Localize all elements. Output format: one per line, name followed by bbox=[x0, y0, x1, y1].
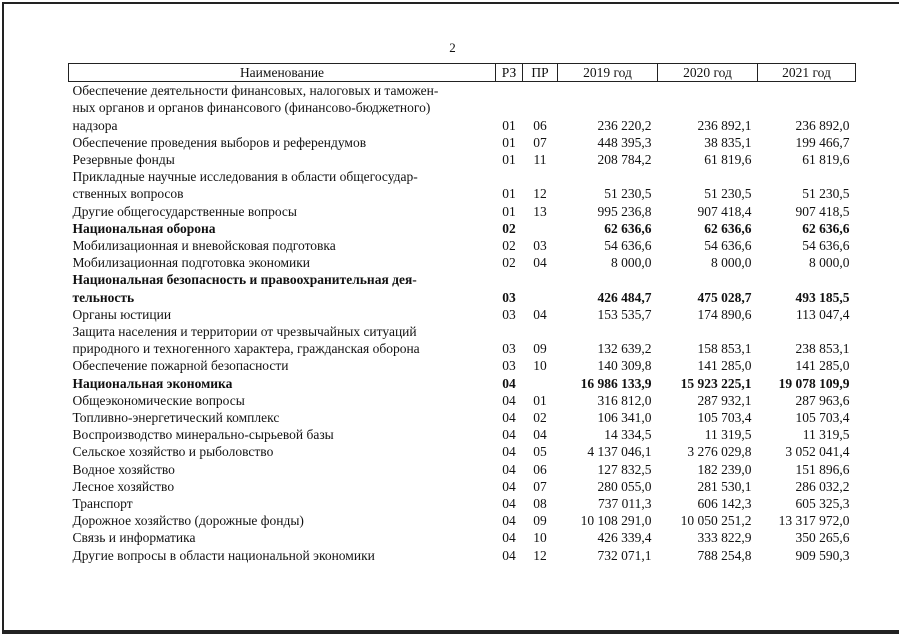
row-name bbox=[69, 512, 496, 529]
row-name-line: Обеспечение пожарной безопасности bbox=[72, 358, 289, 374]
row-name-line: надзора bbox=[72, 117, 118, 133]
row-2019: 208 784,2 bbox=[597, 152, 652, 168]
row-2020: 54 636,6 bbox=[704, 238, 752, 254]
row-pr: 09 bbox=[533, 513, 547, 529]
row-rz: 04 bbox=[502, 444, 516, 460]
table-row bbox=[69, 461, 856, 478]
header-2020: 2020 год bbox=[658, 64, 758, 82]
row-rz: 04 bbox=[502, 530, 516, 546]
table-row bbox=[69, 409, 856, 426]
row-rz: 01 bbox=[502, 152, 516, 168]
row-name-line: природного и техногенного характера, гражданская оборона bbox=[72, 341, 420, 357]
row-name bbox=[69, 203, 496, 220]
row-2019: 16 986 133,9 bbox=[580, 375, 652, 391]
row-2020: 475 028,7 bbox=[697, 289, 752, 305]
row-rz: 04 bbox=[502, 496, 516, 512]
row-name-line: Общеэкономические вопросы bbox=[72, 392, 245, 408]
row-2021: 605 325,3 bbox=[795, 496, 850, 512]
row-pr: 04 bbox=[533, 427, 547, 443]
row-2020: 141 285,0 bbox=[697, 358, 752, 374]
row-2020: 174 890,6 bbox=[697, 306, 752, 322]
row-2021: 907 418,5 bbox=[795, 203, 850, 219]
row-name-line: ственных вопросов bbox=[72, 186, 184, 202]
row-2019: 106 341,0 bbox=[597, 410, 652, 426]
row-2019: 10 108 291,0 bbox=[580, 513, 652, 529]
row-pr: 06 bbox=[533, 117, 547, 133]
row-2019: 236 220,2 bbox=[597, 117, 652, 133]
row-2019: 132 639,2 bbox=[597, 341, 652, 357]
row-name-line: Национальная оборона bbox=[72, 220, 216, 236]
row-2020: 51 230,5 bbox=[704, 186, 752, 202]
row-rz: 01 bbox=[502, 203, 516, 219]
row-rz: 03 bbox=[502, 341, 516, 357]
row-2021: 54 636,6 bbox=[802, 238, 850, 254]
row-name-line: Воспроизводство минерально-сырьевой базы bbox=[72, 427, 334, 443]
row-2020: 333 822,9 bbox=[697, 530, 752, 546]
table-row bbox=[69, 237, 856, 254]
row-2020: 236 892,1 bbox=[697, 117, 752, 133]
row-name bbox=[69, 357, 496, 374]
row-pr bbox=[523, 271, 558, 305]
row-2019: 153 535,7 bbox=[597, 306, 652, 322]
table-row bbox=[69, 357, 856, 374]
table-header-row bbox=[69, 64, 856, 82]
table-row bbox=[69, 151, 856, 168]
row-name bbox=[69, 220, 496, 237]
row-name bbox=[69, 495, 496, 512]
row-2020: 10 050 251,2 bbox=[680, 513, 752, 529]
row-name-line: Национальная экономика bbox=[72, 375, 233, 391]
row-pr: 05 bbox=[533, 444, 547, 460]
row-2021: 287 963,6 bbox=[795, 392, 850, 408]
row-name-line: Национальная безопасность и правоохранительная дея- bbox=[72, 272, 417, 288]
row-2019: 732 071,1 bbox=[597, 547, 652, 563]
row-2019: 4 137 046,1 bbox=[587, 444, 652, 460]
row-2019: 448 395,3 bbox=[597, 134, 652, 150]
header-pr: ПР bbox=[523, 64, 558, 82]
row-2021: 13 317 972,0 bbox=[778, 513, 850, 529]
row-name-line: Связь и информатика bbox=[72, 530, 196, 546]
table-row bbox=[69, 478, 856, 495]
row-rz: 02 bbox=[502, 220, 516, 236]
row-name-line: Дорожное хозяйство (дорожные фонды) bbox=[72, 513, 304, 529]
row-2019: 995 236,8 bbox=[597, 203, 652, 219]
row-rz: 01 bbox=[502, 134, 516, 150]
row-rz: 01 bbox=[502, 117, 516, 133]
row-2020: 158 853,1 bbox=[697, 341, 752, 357]
row-pr: 07 bbox=[533, 478, 547, 494]
budget-table bbox=[68, 63, 856, 564]
header-name: Наименование bbox=[69, 64, 496, 82]
row-2021: 350 265,6 bbox=[795, 530, 850, 546]
row-name-line: Прикладные научные исследования в области общегосудар- bbox=[72, 169, 418, 185]
row-name bbox=[69, 375, 496, 392]
row-2021: 105 703,4 bbox=[795, 410, 850, 426]
row-2021: 238 853,1 bbox=[795, 341, 850, 357]
row-pr: 03 bbox=[533, 238, 547, 254]
row-name-line: Защита населения и территории от чрезвычайных ситуаций bbox=[72, 324, 417, 340]
row-name bbox=[69, 426, 496, 443]
row-rz: 03 bbox=[502, 306, 516, 322]
table-row bbox=[69, 168, 856, 202]
row-2020: 287 932,1 bbox=[697, 392, 752, 408]
row-2020: 61 819,6 bbox=[704, 152, 752, 168]
row-pr: 11 bbox=[533, 152, 547, 168]
row-name bbox=[69, 82, 496, 134]
row-pr: 10 bbox=[533, 358, 547, 374]
row-2021: 11 319,5 bbox=[802, 427, 850, 443]
row-pr bbox=[523, 220, 558, 237]
row-2020: 105 703,4 bbox=[697, 410, 752, 426]
table-body bbox=[69, 82, 856, 564]
row-2021: 236 892,0 bbox=[795, 117, 850, 133]
row-pr: 01 bbox=[533, 392, 547, 408]
row-pr: 12 bbox=[533, 186, 547, 202]
row-name-line: Другие общегосударственные вопросы bbox=[72, 203, 297, 219]
row-name-line: Мобилизационная и вневойсковая подготовка bbox=[72, 238, 336, 254]
row-2021: 19 078 109,9 bbox=[778, 375, 850, 391]
row-2020: 606 142,3 bbox=[697, 496, 752, 512]
row-name-line: Обеспечение деятельности финансовых, налоговых и таможен- bbox=[72, 83, 439, 99]
row-2020: 3 276 029,8 bbox=[687, 444, 752, 460]
row-rz: 04 bbox=[502, 375, 516, 391]
table-row bbox=[69, 306, 856, 323]
row-2020: 11 319,5 bbox=[704, 427, 752, 443]
row-pr: 09 bbox=[533, 341, 547, 357]
table-row bbox=[69, 392, 856, 409]
row-2021: 151 896,6 bbox=[795, 461, 850, 477]
row-rz: 03 bbox=[502, 289, 516, 305]
page-number: 2 bbox=[449, 40, 456, 55]
row-name-line: тельность bbox=[72, 289, 135, 305]
row-name-line: Транспорт bbox=[72, 496, 133, 512]
row-name bbox=[69, 254, 496, 271]
row-2020: 62 636,6 bbox=[704, 220, 752, 236]
row-name-line: Мобилизационная подготовка экономики bbox=[72, 255, 311, 271]
row-2020: 907 418,4 bbox=[697, 203, 752, 219]
table-row bbox=[69, 254, 856, 271]
row-name bbox=[69, 237, 496, 254]
row-name-line: Обеспечение проведения выборов и референдумов bbox=[72, 134, 367, 150]
row-rz: 03 bbox=[502, 358, 516, 374]
row-name bbox=[69, 323, 496, 357]
table-row bbox=[69, 529, 856, 546]
row-name-line: ных органов и органов финансового (финансово-бюджетного) bbox=[72, 100, 431, 116]
table-row bbox=[69, 512, 856, 529]
row-rz: 04 bbox=[502, 427, 516, 443]
row-2019: 737 011,3 bbox=[598, 496, 652, 512]
row-2021: 3 052 041,4 bbox=[785, 444, 850, 460]
row-2020: 182 239,0 bbox=[697, 461, 752, 477]
row-2019: 62 636,6 bbox=[604, 220, 652, 236]
row-pr: 06 bbox=[533, 461, 547, 477]
row-2021: 286 032,2 bbox=[795, 478, 850, 494]
table-row bbox=[69, 443, 856, 460]
row-rz: 04 bbox=[502, 478, 516, 494]
row-name bbox=[69, 443, 496, 460]
row-pr: 10 bbox=[533, 530, 547, 546]
row-2019: 127 832,5 bbox=[597, 461, 652, 477]
row-name bbox=[69, 529, 496, 546]
row-rz: 01 bbox=[502, 186, 516, 202]
row-name bbox=[69, 271, 496, 305]
row-2021: 51 230,5 bbox=[802, 186, 850, 202]
table-row bbox=[69, 271, 856, 305]
row-2020: 788 254,8 bbox=[697, 547, 752, 563]
row-2019: 140 309,8 bbox=[597, 358, 652, 374]
row-2020: 38 835,1 bbox=[704, 134, 752, 150]
row-2021: 493 185,5 bbox=[795, 289, 850, 305]
row-rz: 04 bbox=[502, 461, 516, 477]
row-name-line: Топливно-энергетический комплекс bbox=[72, 410, 280, 426]
row-pr: 04 bbox=[533, 255, 547, 271]
row-name bbox=[69, 151, 496, 168]
table-row bbox=[69, 203, 856, 220]
row-2019: 316 812,0 bbox=[597, 392, 652, 408]
table-row bbox=[69, 323, 856, 357]
row-name bbox=[69, 168, 496, 202]
row-2020: 281 530,1 bbox=[697, 478, 752, 494]
table-row bbox=[69, 426, 856, 443]
row-2019: 426 339,4 bbox=[597, 530, 652, 546]
row-name bbox=[69, 547, 496, 564]
row-rz: 04 bbox=[502, 513, 516, 529]
row-pr: 12 bbox=[533, 547, 547, 563]
row-pr: 04 bbox=[533, 306, 547, 322]
row-pr: 08 bbox=[533, 496, 547, 512]
row-rz: 02 bbox=[502, 238, 516, 254]
header-2021: 2021 год bbox=[758, 64, 856, 82]
row-2019: 280 055,0 bbox=[597, 478, 652, 494]
row-pr: 02 bbox=[533, 410, 547, 426]
row-2021: 61 819,6 bbox=[802, 152, 850, 168]
row-name-line: Сельское хозяйство и рыболовство bbox=[72, 444, 274, 460]
row-2019: 51 230,5 bbox=[604, 186, 652, 202]
row-rz: 04 bbox=[502, 547, 516, 563]
row-name-line: Другие вопросы в области национальной экономики bbox=[72, 547, 375, 563]
row-name bbox=[69, 461, 496, 478]
header-rz: РЗ bbox=[496, 64, 523, 82]
row-2020: 8 000,0 bbox=[711, 255, 752, 271]
row-2021: 8 000,0 bbox=[809, 255, 850, 271]
row-name bbox=[69, 134, 496, 151]
row-name bbox=[69, 306, 496, 323]
row-name-line: Резервные фонды bbox=[72, 152, 175, 168]
row-2019: 54 636,6 bbox=[604, 238, 652, 254]
row-rz: 02 bbox=[502, 255, 516, 271]
row-2020: 15 923 225,1 bbox=[680, 375, 752, 391]
row-2019: 426 484,7 bbox=[597, 289, 652, 305]
row-name bbox=[69, 409, 496, 426]
row-name-line: Органы юстиции bbox=[72, 306, 172, 322]
table-row bbox=[69, 134, 856, 151]
row-name-line: Лесное хозяйство bbox=[72, 478, 175, 494]
row-2019: 14 334,5 bbox=[604, 427, 652, 443]
row-pr bbox=[523, 375, 558, 392]
row-name-line: Водное хозяйство bbox=[72, 461, 175, 477]
row-rz: 04 bbox=[502, 410, 516, 426]
row-2021: 141 285,0 bbox=[795, 358, 850, 374]
table-row bbox=[69, 495, 856, 512]
row-2021: 113 047,4 bbox=[796, 306, 850, 322]
row-pr: 07 bbox=[533, 134, 547, 150]
row-rz: 04 bbox=[502, 392, 516, 408]
table-row bbox=[69, 82, 856, 134]
table-row bbox=[69, 547, 856, 564]
header-2019: 2019 год bbox=[558, 64, 658, 82]
row-2021: 909 590,3 bbox=[795, 547, 850, 563]
table-row bbox=[69, 220, 856, 237]
row-name bbox=[69, 478, 496, 495]
row-pr: 13 bbox=[533, 203, 547, 219]
row-2021: 199 466,7 bbox=[795, 134, 850, 150]
table-row bbox=[69, 375, 856, 392]
row-name bbox=[69, 392, 496, 409]
row-2021: 62 636,6 bbox=[802, 220, 850, 236]
row-2019: 8 000,0 bbox=[611, 255, 652, 271]
